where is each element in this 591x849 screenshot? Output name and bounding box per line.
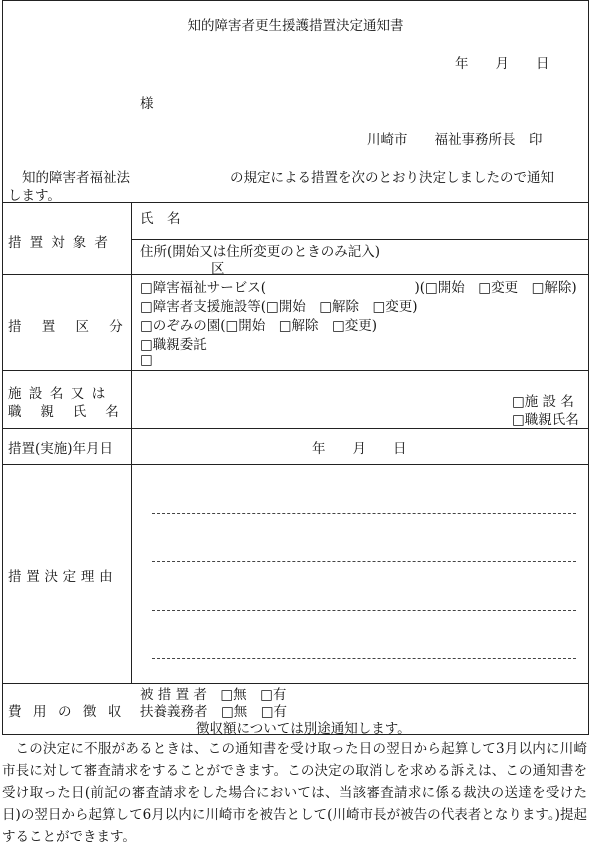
ward-label: 区 [211,261,225,277]
row-divider [2,370,589,371]
cost-note: 徴収額については別途通知します。 [196,721,411,737]
row-divider [2,683,589,684]
row-divider [2,274,589,275]
category-option: □のぞみの園(□開始 □解除 □変更) [140,318,378,334]
cost-label: 費用の徴収 [8,704,133,720]
category-option: □ [140,352,153,368]
addressee-suffix: 様 [140,96,154,112]
facility-label-line2: 職親氏名 [8,404,138,420]
row-divider [2,464,589,465]
target-label: 措置対象者 [8,235,116,251]
appeal-notice: この決定に不服があるときは、この通知書を受け取った日の翌日から起算して3月以内に川崎市長に対して審査請求をすることができます。この決定の取消しを求める訴えは、この通知書を受け取った日(前記の審査請求をした場合においては、当該審査請求に係る裁決の送達を受けた日)の翌日から起算して6月以内に川崎市を被告として(川崎市長が被告の代表者となります。)提起することができます。 [2,741,587,845]
reason-line [152,658,576,659]
foster-parent-checkbox: □職親氏名 [512,412,579,428]
intro-text-line2: します。 [8,188,61,204]
category-option: □障害者支援施設等(□開始 □解除 □変更) [140,299,418,315]
category-option: □障害福祉サービス( )(□開始 □変更 □解除) [140,280,577,296]
table-top-border [2,202,589,203]
reason-line [152,610,576,611]
intro-text: の規定による措置を次のとおり決定しましたので通知 [230,170,554,186]
row-divider [2,428,589,429]
facility-label-line1: 施設名又は [8,386,113,402]
date-line: 年 月 日 [455,56,550,72]
reason-label: 措置決定理由 [8,569,118,585]
category-label: 措置区分 [8,319,143,335]
sender-line: 川崎市 福祉事務所長 印 [367,132,543,148]
category-option: □職親委託 [140,337,207,353]
reason-line [152,561,576,562]
address-label: 住所(開始又は住所変更のときのみ記入) [140,244,381,260]
name-label: 氏 名 [140,211,181,227]
date-row-value: 年 月 日 [312,441,407,457]
intro-law: 知的障害者福祉法 [22,170,130,186]
date-row-label: 措置(実施)年月日 [8,441,114,457]
cost-line: 被 措 置 者 □無 □有 [140,687,287,703]
facility-checkbox: □施 設 名 [512,394,574,410]
reason-line [152,513,576,514]
cost-line: 扶養義務者 □無 □有 [140,704,288,720]
document-title: 知的障害者更生援護措置決定通知書 [187,18,404,34]
form-frame [2,0,589,735]
